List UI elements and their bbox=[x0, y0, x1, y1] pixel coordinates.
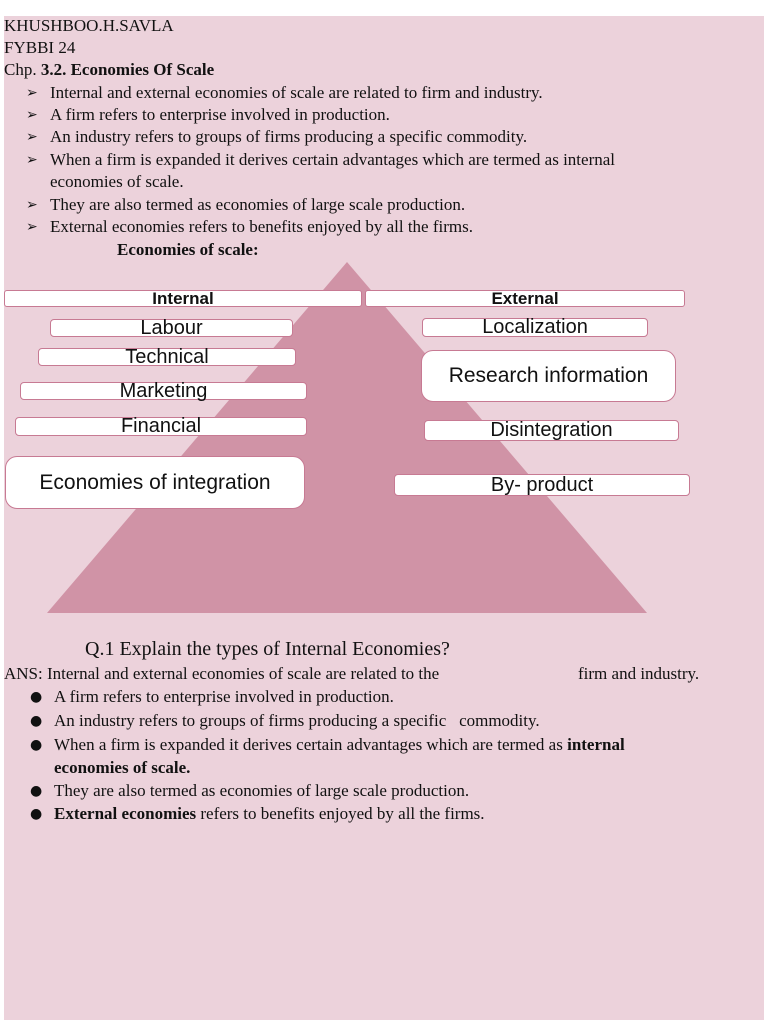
answer-label: ANS: bbox=[4, 664, 43, 683]
bullet-dot-icon: ● bbox=[30, 783, 43, 799]
internal-item-marketing: Marketing bbox=[20, 382, 307, 400]
answer-line bbox=[4, 663, 439, 685]
intro-bullet: ➢ Internal and external economies of scale are related to firm and industry. bbox=[26, 83, 543, 102]
answer-bullet: ● When a firm is expanded it derives certain advantages which are termed as internal bbox=[30, 735, 625, 754]
chapter-prefix: Chp. bbox=[4, 60, 37, 79]
arrow-bullet-icon: ➢ bbox=[26, 219, 38, 235]
arrow-bullet-icon: ➢ bbox=[26, 107, 38, 123]
internal-heading: Internal bbox=[4, 290, 362, 307]
student-name: KHUSHBOO.H.SAVLA bbox=[4, 16, 174, 35]
answer-bullet: ● They are also termed as economies of large scale production. bbox=[30, 781, 470, 800]
intro-bullet: ➢ A firm refers to enterprise involved in production. bbox=[26, 105, 390, 124]
bullet-dot-icon: ● bbox=[30, 737, 43, 753]
question-heading: Q.1 Explain the types of Internal Economies? bbox=[85, 638, 450, 660]
answer-bullet: ● A firm refers to enterprise involved in production. bbox=[30, 687, 394, 706]
external-item-disintegration: Disintegration bbox=[424, 420, 679, 441]
intro-bullet: ➢ External economies refers to benefits enjoyed by all the firms. bbox=[26, 217, 473, 236]
answer-bullet-continuation: economies of scale. bbox=[54, 758, 191, 777]
answer-bullet: ● An industry refers to groups of firms producing a specific commodity. bbox=[30, 711, 540, 730]
chapter-title: 3.2. Economies Of Scale bbox=[40, 60, 215, 79]
arrow-bullet-icon: ➢ bbox=[26, 152, 38, 168]
diagram-title: Economies of scale: bbox=[117, 240, 259, 259]
intro-bullet: ➢ When a firm is expanded it derives certain advantages which are termed as internal bbox=[26, 150, 616, 169]
internal-item-economies-of-integration: Economies of integration bbox=[5, 456, 305, 509]
external-item-research-information: Research information bbox=[421, 350, 676, 402]
arrow-bullet-icon: ➢ bbox=[26, 129, 38, 145]
bullet-dot-icon: ● bbox=[30, 689, 43, 705]
external-heading: External bbox=[365, 290, 685, 307]
external-item-by-product: By- product bbox=[394, 474, 690, 496]
arrow-bullet-icon: ➢ bbox=[26, 197, 38, 213]
bullet-dot-icon: ● bbox=[30, 713, 43, 729]
intro-bullet: ➢ An industry refers to groups of firms producing a specific commodity. bbox=[26, 127, 528, 146]
internal-item-labour: Labour bbox=[50, 319, 293, 337]
internal-item-financial: Financial bbox=[15, 417, 307, 436]
document-page bbox=[4, 16, 764, 1020]
internal-item-technical: Technical bbox=[38, 348, 296, 366]
answer-bullet: ● External economies refers to benefits enjoyed by all the firms. bbox=[30, 804, 485, 823]
intro-bullet-continuation: economies of scale. bbox=[50, 172, 184, 191]
answer-text: Internal and external economies of scale are related to the bbox=[46, 664, 440, 683]
external-item-localization: Localization bbox=[422, 318, 648, 337]
class-label: FYBBI 24 bbox=[4, 38, 76, 57]
bullet-dot-icon: ● bbox=[30, 806, 43, 822]
arrow-bullet-icon: ➢ bbox=[26, 85, 38, 101]
answer-text-continuation: firm and industry. bbox=[578, 664, 700, 683]
intro-bullet: ➢ They are also termed as economies of large scale production. bbox=[26, 195, 466, 214]
